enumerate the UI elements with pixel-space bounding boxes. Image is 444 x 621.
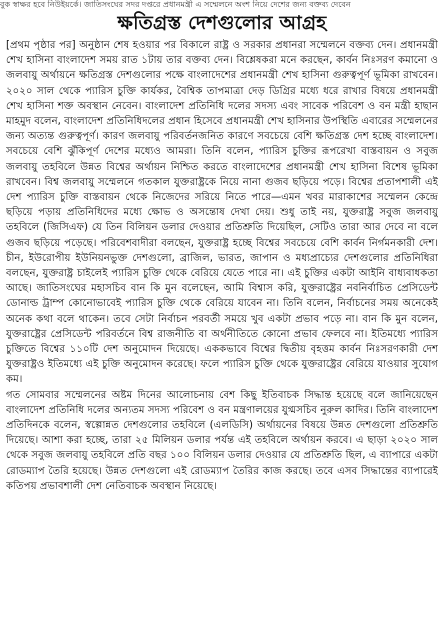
article-headline: ক্ষতিগ্রস্ত দেশগুলোর আগ্রহ (117, 12, 327, 34)
article-body (6, 38, 438, 618)
article-paragraph-2 (6, 388, 438, 494)
paragraph-text-2: গত সোমবার সম্মেলনের অষ্টম দিনের আলোচনায় বেশ কিছু ইতিবাচক সিদ্ধান্ত হয়েছে বলে জানিয়েছেন বাংলাদেশ প্রতিনিধি দলের অন্যতম সদস্য পরিবেশ ও বন মন্ত্রণালয়ের যুগ্মসচিব নুরুল কাদির। তিনি বাংলাদেশ প্রতিদিনকে বলেন, স্বল্পোন্নত দেশগুলোর তহবিলে (এলডিসি) অর্থায়নের বিষয়ে উন্নত দেশগুলো প্রতিশ্রুতি দিয়েছে। আশা করা হচ্ছে, তারা ২৫ মিলিয়ন ডলার পর্যন্ত এই তহবিলে অর্থায়ন করবে। এ ছাড়া ২০২০ সাল থেকে সবুজ জলবায়ু তহবিলে প্রতি বছর ১০০ বিলিয়ন ডলার দেওয়ার যে প্রতিশ্রুতি ছিল, এ ব্যাপারে একটা রোডম্যাপ তৈরি হয়েছে। উন্নত দেশগুলো এই রোডম্যাপ তৈরির কাজ করছে। তবে এসব সিদ্ধান্তের ব্যাপারেই কতিপয় প্রভাবশালী দেশ নেতিবাচক অবস্থান নিয়েছে। (6, 389, 438, 492)
continuation-reference: [প্রথম পৃষ্ঠার পর] (6, 40, 76, 51)
article-paragraph-1 (6, 38, 438, 388)
paragraph-text-1: অনুষ্ঠান শেষ হওয়ার পর বিকালে রাষ্ট্র ও সরকার প্রধানরা সম্মেলনে বক্তব্য দেন। প্রধানমন্ত্রী শেখ হাসিনা বাংলাদেশ সময় রাত ১টায় তার বক্তব্য দেন। বিশ্লেষকরা মনে করছেন, কার্বন নিঃসরণ কমানো ও জলবায়ু অর্থায়নে ক্ষতিগ্রস্ত দেশগুলোর পক্ষে বাংলাদেশের প্রধানমন্ত্রী শেখ হাসিনা গুরুত্বপূর্ণ ভূমিকা রাখবেন। ২০২০ সাল থেকে প্যারিস চুক্তি কার্যকর, বৈশ্বিক তাপমাত্রা দেড় ডিগ্রির মধ্যে ধরে রাখার বিষয়ে প্রধানমন্ত্রী শেখ হাসিনা শক্ত অবস্থান নেবেন। বাংলাদেশ প্রতিনিধি দলের সদস্য এবং সাবেক পরিবেশ ও বন মন্ত্রী হাছান মাহমুদ বলেন, বাংলাদেশ প্রতিনিধিদলের প্রধান হিসেবে প্রধানমন্ত্রী শেখ হাসিনার উপস্থিতি এবারের সম্মেলনের জন্য অত্যন্ত গুরুত্বপূর্ণ। কারণ জলবায়ু পরিবর্তনজনিত কারণে সবচেয়ে বেশি ক্ষতিগ্রস্ত দেশ হচ্ছে বাংলাদেশ। সবচেয়ে বেশি ঝুঁকিপূর্ণ দেশের মধ্যেও আমরা। তিনি বলেন, প্যারিস চুক্তির রূপরেখা বাস্তবায়ন ও সবুজ জলবায়ু তহবিলে উন্নত বিশ্বের অর্থায়ন নিশ্চিত করতে বাংলাদেশের প্রধানমন্ত্রী শেখ হাসিনা বিশেষ ভূমিকা রাখবেন। বিশ্ব জলবায়ু সম্মেলনে গতকাল যুক্তরাষ্ট্রকে নিয়ে নানা গুজব ছড়িয়ে পড়ে। বিশ্বের প্রতাপশালী এই দেশ প্যারিস চুক্তি বাস্তবায়ন থেকে নিজেদের সরিয়ে নিতে পারে—এমন খবর মারাকাশের সম্মেলন কেন্দ্রে ছড়িয়ে পড়ায় প্রতিনিধিদের মধ্যে ক্ষোভ ও অসন্তোষ দেখা দেয়। শুধু তাই নয়, যুক্তরাষ্ট্র সবুজ জলবায়ু তহবিলে (জিসিএফ) যে তিন বিলিয়ন ডলার দেওয়ার প্রতিশ্রুতি দিয়েছিল, সেটিও তারা আর দেবে না বলে গুজব ছড়িয়ে পড়েছে। পরিবেশবাদীরা বলছেন, যুক্তরাষ্ট্র হচ্ছে বিশ্বের সবচেয়ে বেশি কার্বন নির্গমনকারী দেশ। চীন, ইউরোপীয় ইউনিয়নভুক্ত দেশগুলো, ব্রাজিল, ভারত, জাপান ও মধ্যপ্রাচ্যের দেশগুলোর প্রতিনিধিরা বলছেন, যুক্তরাষ্ট্র চাইলেই প্যারিস চুক্তি থেকে বেরিয়ে যেতে পারে না। এই চুক্তির একটা আইনি বাধ্যবাধকতা আছে। জাতিসংঘের মহাসচিব বান কি মুন বলেছেন, আমি বিশ্বাস করি, যুক্তরাষ্ট্রের নবনির্বাচিত প্রেসিডেন্ট ডোনাল্ড ট্রাম্প কোনোভাবেই প্যারিস চুক্তি থেকে বেরিয়ে যাবেন না। তিনি বলেন, নির্বাচনের সময় অনেকেই অনেক কথা বলে থাকেন। তবে সেটা নির্বাচন পরবর্তী সময়ে খুব একটা প্রভাব পড়ে না। বান কি মুন বলেন, যুক্তরাষ্ট্রের প্রেসিডেন্ট পরিবর্তনে বিশ্ব রাজনীতি বা অর্থনীতিতে কোনো প্রভাব ফেলবে না। ইতিমধ্যে প্যারিস চুক্তিতে বিশ্বের ১১০টি দেশ অনুমোদন দিয়েছে। এককভাবে বিশ্বের দ্বিতীয় বৃহত্তম কার্বন নিঃসরণকারী দেশ যুক্তরাষ্ট্রও ইতিমধ্যে এই চুক্তি অনুমোদন করেছে। ফলে প্যারিস চুক্তি থেকে যুক্তরাষ্ট্রের বেরিয়ে যাওয়ার সুযোগ কম। (6, 40, 438, 386)
previous-article-cut-text: বুক স্বাক্ষর হবে নিউইয়র্কে। জাতিসংঘের সদর দপ্তরে প্রধানমন্ত্রী এ সম্মেলনে অংশ নিয়ে দেশের জন্য বক্তব্য দেবেন (0, 0, 351, 9)
